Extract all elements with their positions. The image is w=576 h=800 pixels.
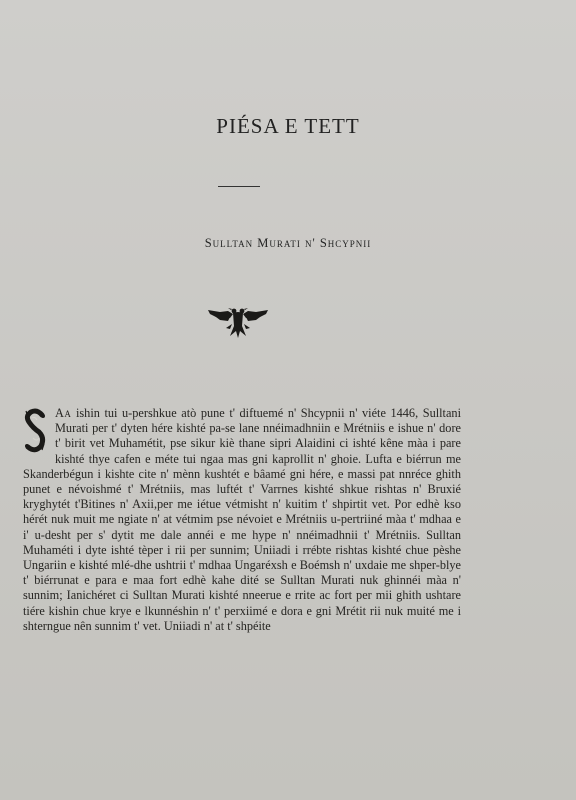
opening-words: Aa	[55, 406, 72, 420]
dropcap-s-icon	[23, 408, 47, 454]
body-paragraph	[23, 406, 461, 634]
body-text-content: ishin tui u-pershkue atò pune t' diftuemé n' Shcypnii n' viéte 1446, Sulltani Murati per t' dyten hére kishté pa-se lane nnéimadhniin e Mrétniis e ishue n' dore t' birit vet Muhamétit, pse sikur kiè thane sipri Alaidini ci ishté kêne màa i pare kishté thye cafen e méte tui ngaa mas gni kaprollit n' ghoie. Lufta e biérrun me Skanderbégun i kishte cite n' mènn kushtét e bâamé gni hére, e massi pat nnréce ghith punet e névoishmé t' Mrétniis, mas luftét t' Varrnes kishté shkue rishtas n' Bruxié kryghytét t'Bitines n' Axii,per me iétue vétmisht n' kuitim t' shpirtit vet. Por edhè kso hérét nuk muit me ngiate n' at vétmim pse névoiet e Mrétniis u-pertriiné màa t' mdhaa e i' u-desht per s' dytit me dale annéi e me hype n' nnéimadhnii t' Mrétniis. Sulltan Muhaméti i dyte ishté tèper i rii per sunnim; Uniiadi i rrébte rishtas kishté chue pèshe Ungariin e kishté mlé-dhe ushtrii t' mdhaa Ungaréxsh e Boémsh n' uxdaie me shper-blye t' biérrunat e para e maa fort edhè kahe dité se Sulltan Murati nuk ghinnéi màa n' sunnim; Ianichéret ci Sulltan Murati kishté nneerue e rrite ac fort per mii ghith ushtare tiére kishin chue krye e lkunnéshin n' t' perxiimé e dora e gni Mrétit rii nuk muité me i shterngue nên sunnim t' vet. Uniiadi n' at t' shpéite	[23, 406, 461, 633]
eagle-icon	[206, 302, 270, 340]
chapter-title: PIÉSA E TETT	[216, 114, 360, 138]
title-divider	[218, 186, 260, 187]
chapter-subtitle: Sulltan Murati n' Shcypnii	[204, 236, 372, 250]
